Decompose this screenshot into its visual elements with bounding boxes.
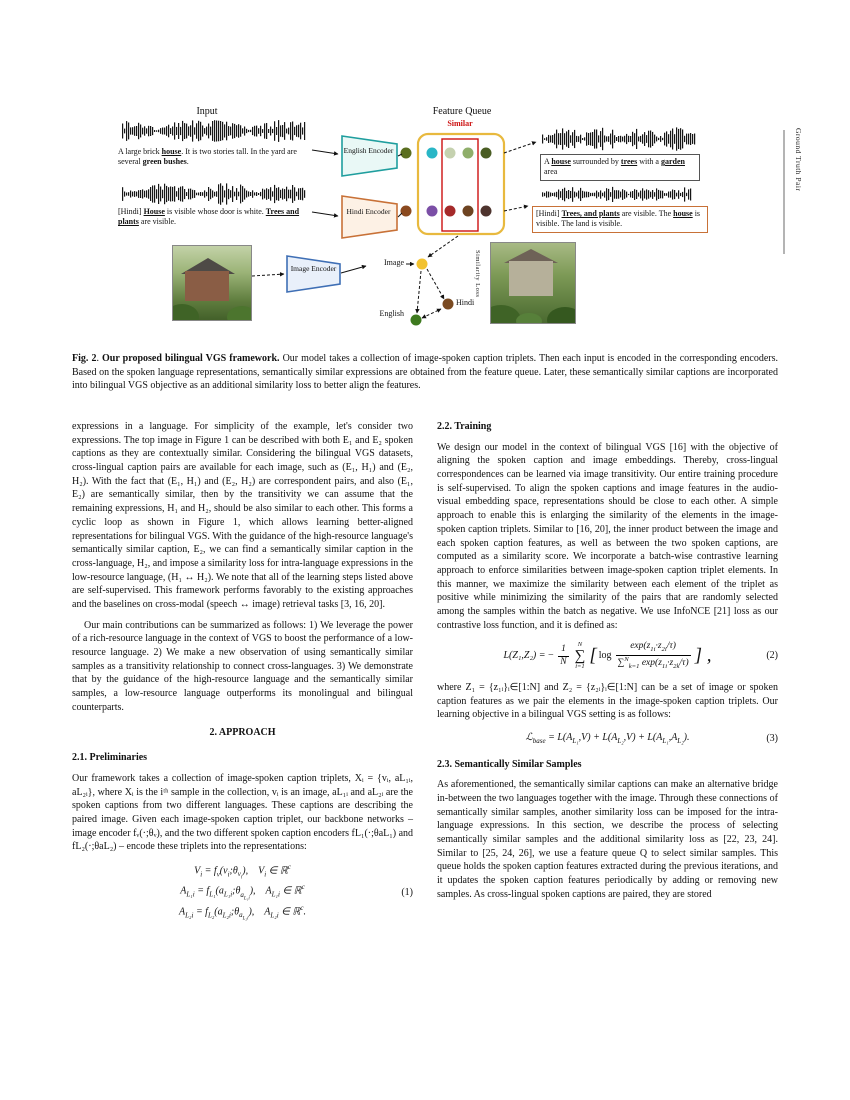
subsection-heading-preliminaries: 2.1. Preliminaries bbox=[72, 752, 148, 764]
eq2-lhs: L(Z₁,Z₂) = bbox=[503, 650, 546, 662]
hindi-input-caption: [Hindi] House is visible whose door is white. Trees and plants are visible. bbox=[118, 207, 300, 227]
waveform-hindi-input bbox=[122, 183, 305, 205]
equation-1-line: $A_{L_1i}$ = $f_{L_1}(a_{L_1i};\theta_{a_{L_1i}})$, $A_{L_1i}$ ∈ ℝ$^c$ bbox=[180, 883, 305, 902]
arrow-queue-to-similarity-cluster bbox=[428, 236, 458, 257]
arrow-image-to-english-node bbox=[417, 271, 421, 313]
arrow-queue-to-hindi-gt bbox=[504, 206, 528, 211]
semantically-similar-paragraph: As aforementioned, the semantically similar captions can make an alternative bridge in-between the two languages together with the image. Through these connections of semantically similar samples, another similarity loss can be imposed for the intra-language expressions. In this section, we describe the process of selecting semantically similar samples and the additional similarity loss as [22, 23, 24]. Similar to [25, 24, 26], we use a feature queue Q to select similar samples. This queue holds the spoken caption features extracted during the previous iterations, and it updates the spoken caption features periodically by adding or removing new samples. As cross-lingual spoken captions are paired, they are stored bbox=[437, 779, 778, 900]
ground-truth-house-photo bbox=[490, 242, 576, 324]
waveform-hindi-ground-truth bbox=[542, 187, 691, 202]
input-label: Input bbox=[196, 106, 218, 117]
english-encoder-label: English Encoder bbox=[343, 146, 394, 155]
queue-english-dot bbox=[463, 148, 474, 159]
hindi-ground-truth-caption: [Hindi] Trees, and plants are visible. The house is visible. The land is visible. bbox=[532, 206, 708, 233]
bush bbox=[516, 313, 542, 324]
hindi-feature-node bbox=[443, 299, 454, 310]
arrow-hindi-encoder-to-dot bbox=[398, 213, 402, 217]
similar-label: Similar bbox=[447, 119, 473, 128]
bush bbox=[227, 306, 252, 321]
hindi-encoder-shape bbox=[342, 196, 397, 238]
hindi-node-label: Hindi bbox=[456, 298, 475, 307]
left-column bbox=[72, 420, 413, 933]
english-feature-node bbox=[411, 315, 422, 326]
queue-english-dot bbox=[427, 148, 438, 159]
figure-2-diagram bbox=[72, 106, 812, 344]
eq2-summation: N ∑ i=1 bbox=[574, 641, 586, 670]
equation-1-number: (1) bbox=[401, 887, 413, 899]
eq2-open-bracket: [ bbox=[589, 645, 597, 667]
waveform-english-input bbox=[122, 120, 305, 142]
image-feature-node bbox=[417, 259, 428, 270]
waveform-english-ground-truth bbox=[542, 127, 695, 150]
eq2-close-bracket: ] , bbox=[694, 645, 712, 667]
input-house-photo bbox=[172, 245, 252, 321]
arrow-image-encoder-to-label bbox=[341, 266, 366, 273]
queue-hindi-dot bbox=[427, 206, 438, 217]
english-current-feature-dot bbox=[401, 148, 412, 159]
queue-hindi-dot bbox=[463, 206, 474, 217]
eq2-log: log bbox=[598, 650, 612, 662]
english-encoder-shape bbox=[342, 136, 397, 176]
equation-3-body: ℒ$_{base}$ = $L(A_{L_1},V) + L(A_{L_2},V) + L(A_{L_1},A_{L_2})$. bbox=[525, 731, 690, 745]
equation-2-number: (2) bbox=[766, 650, 778, 662]
arrow-image-to-hindi-node bbox=[427, 269, 444, 299]
feature-queue-label: Feature Queue bbox=[432, 106, 492, 117]
ground-truth-pair-label: Ground Truth Pair bbox=[794, 128, 803, 192]
equation-3-number: (3) bbox=[766, 732, 778, 744]
arrow-english-hindi-similarity bbox=[422, 309, 441, 318]
english-node-label: English bbox=[379, 309, 404, 318]
image-node-label: Image bbox=[384, 258, 404, 267]
contributions-paragraph: Our main contributions can be summarized as follows: 1) We leverage the power of a rich-resource language in the context of VGS to boost the performance of a low-resource language. 2) We make a new observation of using semantically similar samples as a transitivity relationship to connect cross-languages. 3) We demonstrate that by the guidance of the high-resource language and the semantically similar samples, a low-resource language outperforms its monolingual and bilingual counterparts. bbox=[72, 619, 413, 713]
subsection-heading-semantically-similar: 2.3. Semantically Similar Samples bbox=[437, 758, 582, 770]
image-encoder-shape bbox=[287, 256, 340, 292]
equation-1-line: $V_i$ = $f_v(v_i;\theta_{v_i})$, $V_i$ ∈ ℝ$^c$ bbox=[194, 862, 291, 881]
house-wall bbox=[509, 261, 553, 296]
equation-3 bbox=[437, 731, 778, 747]
queue-english-dot bbox=[445, 148, 456, 159]
english-ground-truth-caption: A house surrounded by trees with a garden area bbox=[540, 154, 700, 181]
eq2-softmax-fraction: $\frac{\exp(z_{1i}\cdot z_{2i}/\tau)}{\sum^N_{k=1} \exp(z_{1i}\cdot z_{2k}/\tau)}$ bbox=[617, 641, 689, 670]
figure-caption: Fig. 2. Our proposed bilingual VGS framework. Our model takes a collection of image-spoken caption triplets. Then each input is encoded in the corresponding encoders. Based on the spoken language representations, semantically similar expressions are obtained from the feature queue. Later, these semantically similar captions are incorporated into bilingual VGS objective as an additional similarity loss to better align the features. bbox=[72, 353, 779, 392]
eq2-minus: − bbox=[547, 650, 555, 662]
english-input-caption: A large brick house. It is two stories tall. In the yard are several green bushes. bbox=[118, 147, 297, 167]
preliminaries-paragraph: Our framework takes a collection of image-spoken caption triplets, Xᵢ = {vᵢ, aL₁ᵢ, aL₂ᵢ}, where Xᵢ is the iᵗʰ sample in the collection, vᵢ is an image, aL₁ᵢ and aL₂ᵢ are the spoken captions from two different languages. These captions are describing the paired image. Given each image-spoken caption triplet, our backbone networks – image encoder fᵥ(·;θᵥ), and the two different spoken caption encoders fL₁(·;θaL₁) and fL₂(·;θaL₂) – encode these triplets into the representations: bbox=[72, 772, 414, 853]
equation-2 bbox=[437, 641, 778, 671]
arrow-english-input-to-encoder bbox=[312, 150, 338, 154]
bush bbox=[172, 304, 199, 321]
where-paragraph: where Z₁ = {z₁ᵢ}ᵢ∈[1:N] and Z₂ = {z₂ᵢ}ᵢ∈[1:N] can be a set of image or spoken caption features as we pair the elements in the image-spoken caption triplets. Our learning objective in a bilingual VGS setting is as follows: bbox=[437, 681, 778, 721]
arrow-queue-to-english-gt bbox=[504, 142, 536, 153]
queue-hindi-dot bbox=[445, 206, 456, 217]
hindi-encoder-label: Hindi Encoder bbox=[346, 207, 391, 216]
equation-1 bbox=[72, 863, 413, 923]
eq2-frac-1-over-N: $\frac{1}{N}$ bbox=[560, 643, 567, 667]
bush bbox=[547, 307, 576, 324]
equation-1-line: $A_{L_2i}$ = $f_{L_2}(a_{L_2i};\theta_{a_{L_2i}})$, $A_{L_2i}$ ∈ ℝ$^c$. bbox=[179, 903, 306, 922]
right-column bbox=[437, 420, 778, 908]
queue-english-dot bbox=[481, 148, 492, 159]
house-wall bbox=[185, 271, 229, 301]
hindi-current-feature-dot bbox=[401, 206, 412, 217]
image-encoder-label: Image Encoder bbox=[290, 264, 337, 273]
section-heading-approach: 2. APPROACH bbox=[209, 727, 276, 739]
similarity-loss-label: Similarity Loss bbox=[474, 250, 481, 298]
training-paragraph: We design our model in the context of bilingual VGS [16] with the objective of aligning the spoken caption and image embeddings. Thereby, cross-lingual correspondences can be learned via image transitivity. Our entire training procedure is self-supervised. To align the spoken captions and image features in the audio-visual embedding space, representations should be close to each other. A simple approach to enable this is enlarging the similarity of the elements in the image-spoken caption triplets. Similar to [16, 20], the inner product between the image and each spoken caption features, as well as between the two spoken captions, are computed as a similarity score. We incorporate a batch-wise contrastive learning approach to enforce similarities between image-spoken caption triplet elements. In this manner, we maximize the similarity between each element of the triplet as positive while minimizing the similarity of the pairs that are randomly selected among the samples within the batch as negative. We use InfoNCE [21] loss as our contrastive loss function, and it is defined as: bbox=[437, 441, 778, 631]
queue-hindi-dot bbox=[481, 206, 492, 217]
subsection-heading-training: 2.2. Training bbox=[437, 421, 492, 432]
body-paragraph: expressions in a language. For simplicity of the example, let's consider two expressions. The top image in Figure 1 can be described with both E₁ and E₂ spoken captions as they are contextually similar. Considering the bilingual VGS datasets, cross-lingual caption pairs are available for each image, such as (E₁, H₁) and (E₂, H₂). With the fact that (E₁, H₁) and (E₂, H₂) are correspondent pairs, and also (E₁, E₂) are semantically similar, then by the transitivity we can assume that the remaining expressions, H₁ and H₂, should be also similar to each other. This forms a cyclic loop as shown in Figure 1, which allows learning better-aligned representations for bilingual VGS. With the guidance of the high-resource language's semantically similar caption, E₂, we can find a semantically similar caption in the cross-language, H₂, and impose a similarity loss for intra-language expressions in the low-resource language, (H₁ ↔ H₂). We note that all of the learning steps listed above are self-supervised. This framework performs favorably to the existing approaches and the baselines on cross-modal (speech ↔ image) retrieval tasks [3, 16, 20]. bbox=[72, 421, 413, 610]
arrow-hindi-input-to-encoder bbox=[312, 212, 338, 216]
arrow-photo-to-image-encoder bbox=[252, 274, 284, 276]
